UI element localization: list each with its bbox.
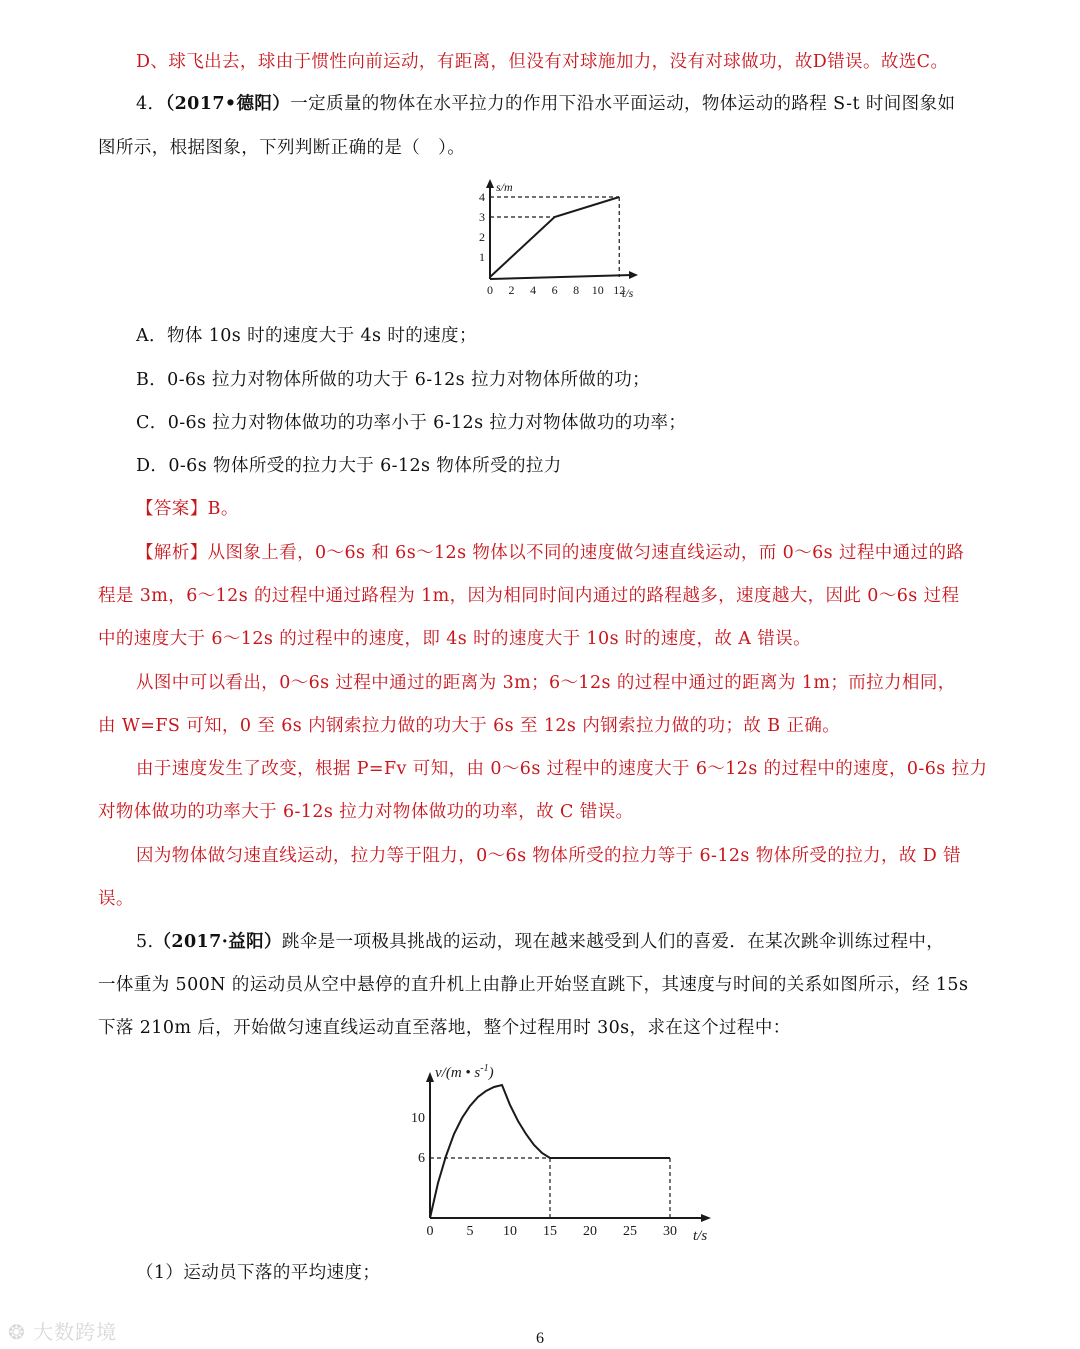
q5-stem-line1 bbox=[136, 930, 944, 954]
q4-stem-text: 一定质量的物体在水平拉力的作用下沿水平面运动，物体运动的路程 S-t 时间图象如 bbox=[290, 94, 956, 114]
q4-option-b: B．0-6s 拉力对物体所做的功大于 6-12s 拉力对物体所做的功； bbox=[136, 370, 651, 390]
vt-x-tick-label: 0 bbox=[426, 1224, 434, 1239]
st-x-tick-label: 10 bbox=[591, 283, 604, 297]
st-x-tick-label: 0 bbox=[487, 283, 493, 297]
vt-x-arrow bbox=[701, 1214, 711, 1222]
vt-y-tick-label: 6 bbox=[418, 1151, 425, 1166]
vt-x-tick-label: 25 bbox=[623, 1224, 637, 1239]
vt-y-label-close: ) bbox=[488, 1065, 494, 1081]
analysis-line-6: 由于速度发生了改变，根据 P=Fv 可知，由 0～6s 过程中的速度大于 6～12s 的过程中的速度，0-6s 拉力 bbox=[136, 759, 988, 779]
st-x-arrow bbox=[629, 271, 638, 279]
answer-tag: 【答案】 bbox=[136, 499, 208, 519]
vt-y-label-main: v/(m • s bbox=[435, 1065, 481, 1081]
st-x-tick-label: 12 bbox=[613, 283, 626, 297]
analysis-tag: 【解析】 bbox=[136, 543, 208, 563]
watermark-icon: ❂ bbox=[8, 1320, 34, 1344]
st-chart bbox=[472, 177, 642, 302]
analysis-line-3: 中的速度大于 6～12s 的过程中的速度，即 4s 时的速度大于 10s 时的速度，故 A 错误。 bbox=[98, 629, 811, 649]
q4-stem-line1 bbox=[136, 92, 955, 116]
q4-answer bbox=[136, 497, 239, 521]
st-y-tick-label: 3 bbox=[479, 210, 485, 224]
q5-stem-line3: 下落 210m 后，开始做匀速直线运动直至落地，整个过程用时 30s，求在这个过程中： bbox=[98, 1018, 791, 1038]
q5-stem-text: 跳伞是一项极具挑战的运动，现在越来越受到人们的喜爱．在某次跳伞训练过程中， bbox=[281, 932, 945, 952]
vt-x-tick-label: 15 bbox=[543, 1224, 557, 1239]
q4-option-a: A．物体 10s 时的速度大于 4s 时的速度； bbox=[136, 326, 477, 346]
st-x-tick-label: 2 bbox=[508, 283, 515, 297]
prev-answer-option-d: D、球飞出去，球由于惯性向前运动，有距离，但没有对球施加力，没有对球做功，故D错误。故选C。 bbox=[136, 52, 949, 72]
analysis-line-7: 对物体做功的功率大于 6-12s 拉力对物体做功的功率，故 C 错误。 bbox=[98, 802, 634, 822]
q4-option-c: C．0-6s 拉力对物体做功的功率小于 6-12s 拉力对物体做功的功率； bbox=[136, 413, 687, 433]
st-x-tick-label: 6 bbox=[551, 283, 558, 297]
vt-x-tick-label: 10 bbox=[503, 1224, 517, 1239]
q4-stem-line2: 图所示，根据图象，下列判断正确的是（ ）。 bbox=[98, 138, 466, 158]
vt-x-tick-label: 20 bbox=[583, 1224, 597, 1239]
st-x-axis bbox=[490, 275, 632, 279]
vt-series-line bbox=[430, 1085, 670, 1218]
vt-y-label-exp: -1 bbox=[480, 1063, 489, 1074]
st-y-tick-label: 4 bbox=[479, 190, 485, 204]
st-x-label: t/s bbox=[622, 286, 634, 300]
q5-sub-question-1: （1）运动员下落的平均速度； bbox=[136, 1263, 381, 1283]
analysis-line-4: 从图中可以看出，0～6s 过程中通过的距离为 3m；6～12s 的过程中通过的距离为 1m；而拉力相同， bbox=[136, 673, 956, 693]
analysis-line-1 bbox=[136, 541, 964, 565]
analysis-text-1: 从图象上看，0～6s 和 6s～12s 物体以不同的速度做匀速直线运动，而 0～6s 过程中通过的路 bbox=[207, 543, 965, 563]
vt-x-tick-label: 30 bbox=[663, 1224, 677, 1239]
vt-x-label: t/s bbox=[693, 1228, 708, 1244]
vt-y-arrow bbox=[426, 1072, 434, 1082]
vt-chart bbox=[395, 1058, 725, 1248]
q5-source: （2017·益阳） bbox=[153, 932, 282, 952]
q4-source: （2017•德阳） bbox=[165, 94, 291, 114]
analysis-line-5: 由 W=FS 可知，0 至 6s 内钢索拉力做的功大于 6s 至 12s 内钢索拉力做的功；故 B 正确。 bbox=[98, 716, 841, 736]
st-y-arrow bbox=[486, 179, 494, 188]
analysis-line-9: 误。 bbox=[98, 889, 134, 909]
answer-value: B。 bbox=[207, 499, 239, 519]
q5-number: 5. bbox=[136, 932, 154, 952]
vt-y-tick-label: 10 bbox=[411, 1111, 425, 1126]
vt-y-label bbox=[435, 1063, 494, 1081]
analysis-line-2: 程是 3m，6～12s 的过程中通过路程为 1m，因为相同时间内通过的路程越多，速度越大，因此 0～6s 过程 bbox=[98, 586, 960, 606]
watermark-text: 大数跨境 bbox=[33, 1320, 118, 1344]
st-y-label: s/m bbox=[496, 180, 513, 194]
st-y-tick-label: 2 bbox=[479, 230, 485, 244]
q5-stem-line2: 一体重为 500N 的运动员从空中悬停的直升机上由静止开始竖直跳下，其速度与时间的关系如图所示，经 15s bbox=[98, 975, 969, 995]
analysis-line-8: 因为物体做匀速直线运动，拉力等于阻力，0～6s 物体所受的拉力等于 6-12s 物体所受的拉力，故 D 错 bbox=[136, 846, 962, 866]
page-number: 6 bbox=[536, 1330, 544, 1347]
st-y-tick-label: 1 bbox=[479, 250, 485, 264]
st-x-tick-label: 8 bbox=[573, 283, 580, 297]
st-x-tick-label: 4 bbox=[530, 283, 537, 297]
q4-number: 4． bbox=[136, 94, 166, 114]
vt-x-tick-label: 5 bbox=[466, 1224, 474, 1239]
st-series-line bbox=[490, 197, 619, 277]
q4-option-d: D．0-6s 物体所受的拉力大于 6-12s 物体所受的拉力 bbox=[136, 456, 562, 476]
